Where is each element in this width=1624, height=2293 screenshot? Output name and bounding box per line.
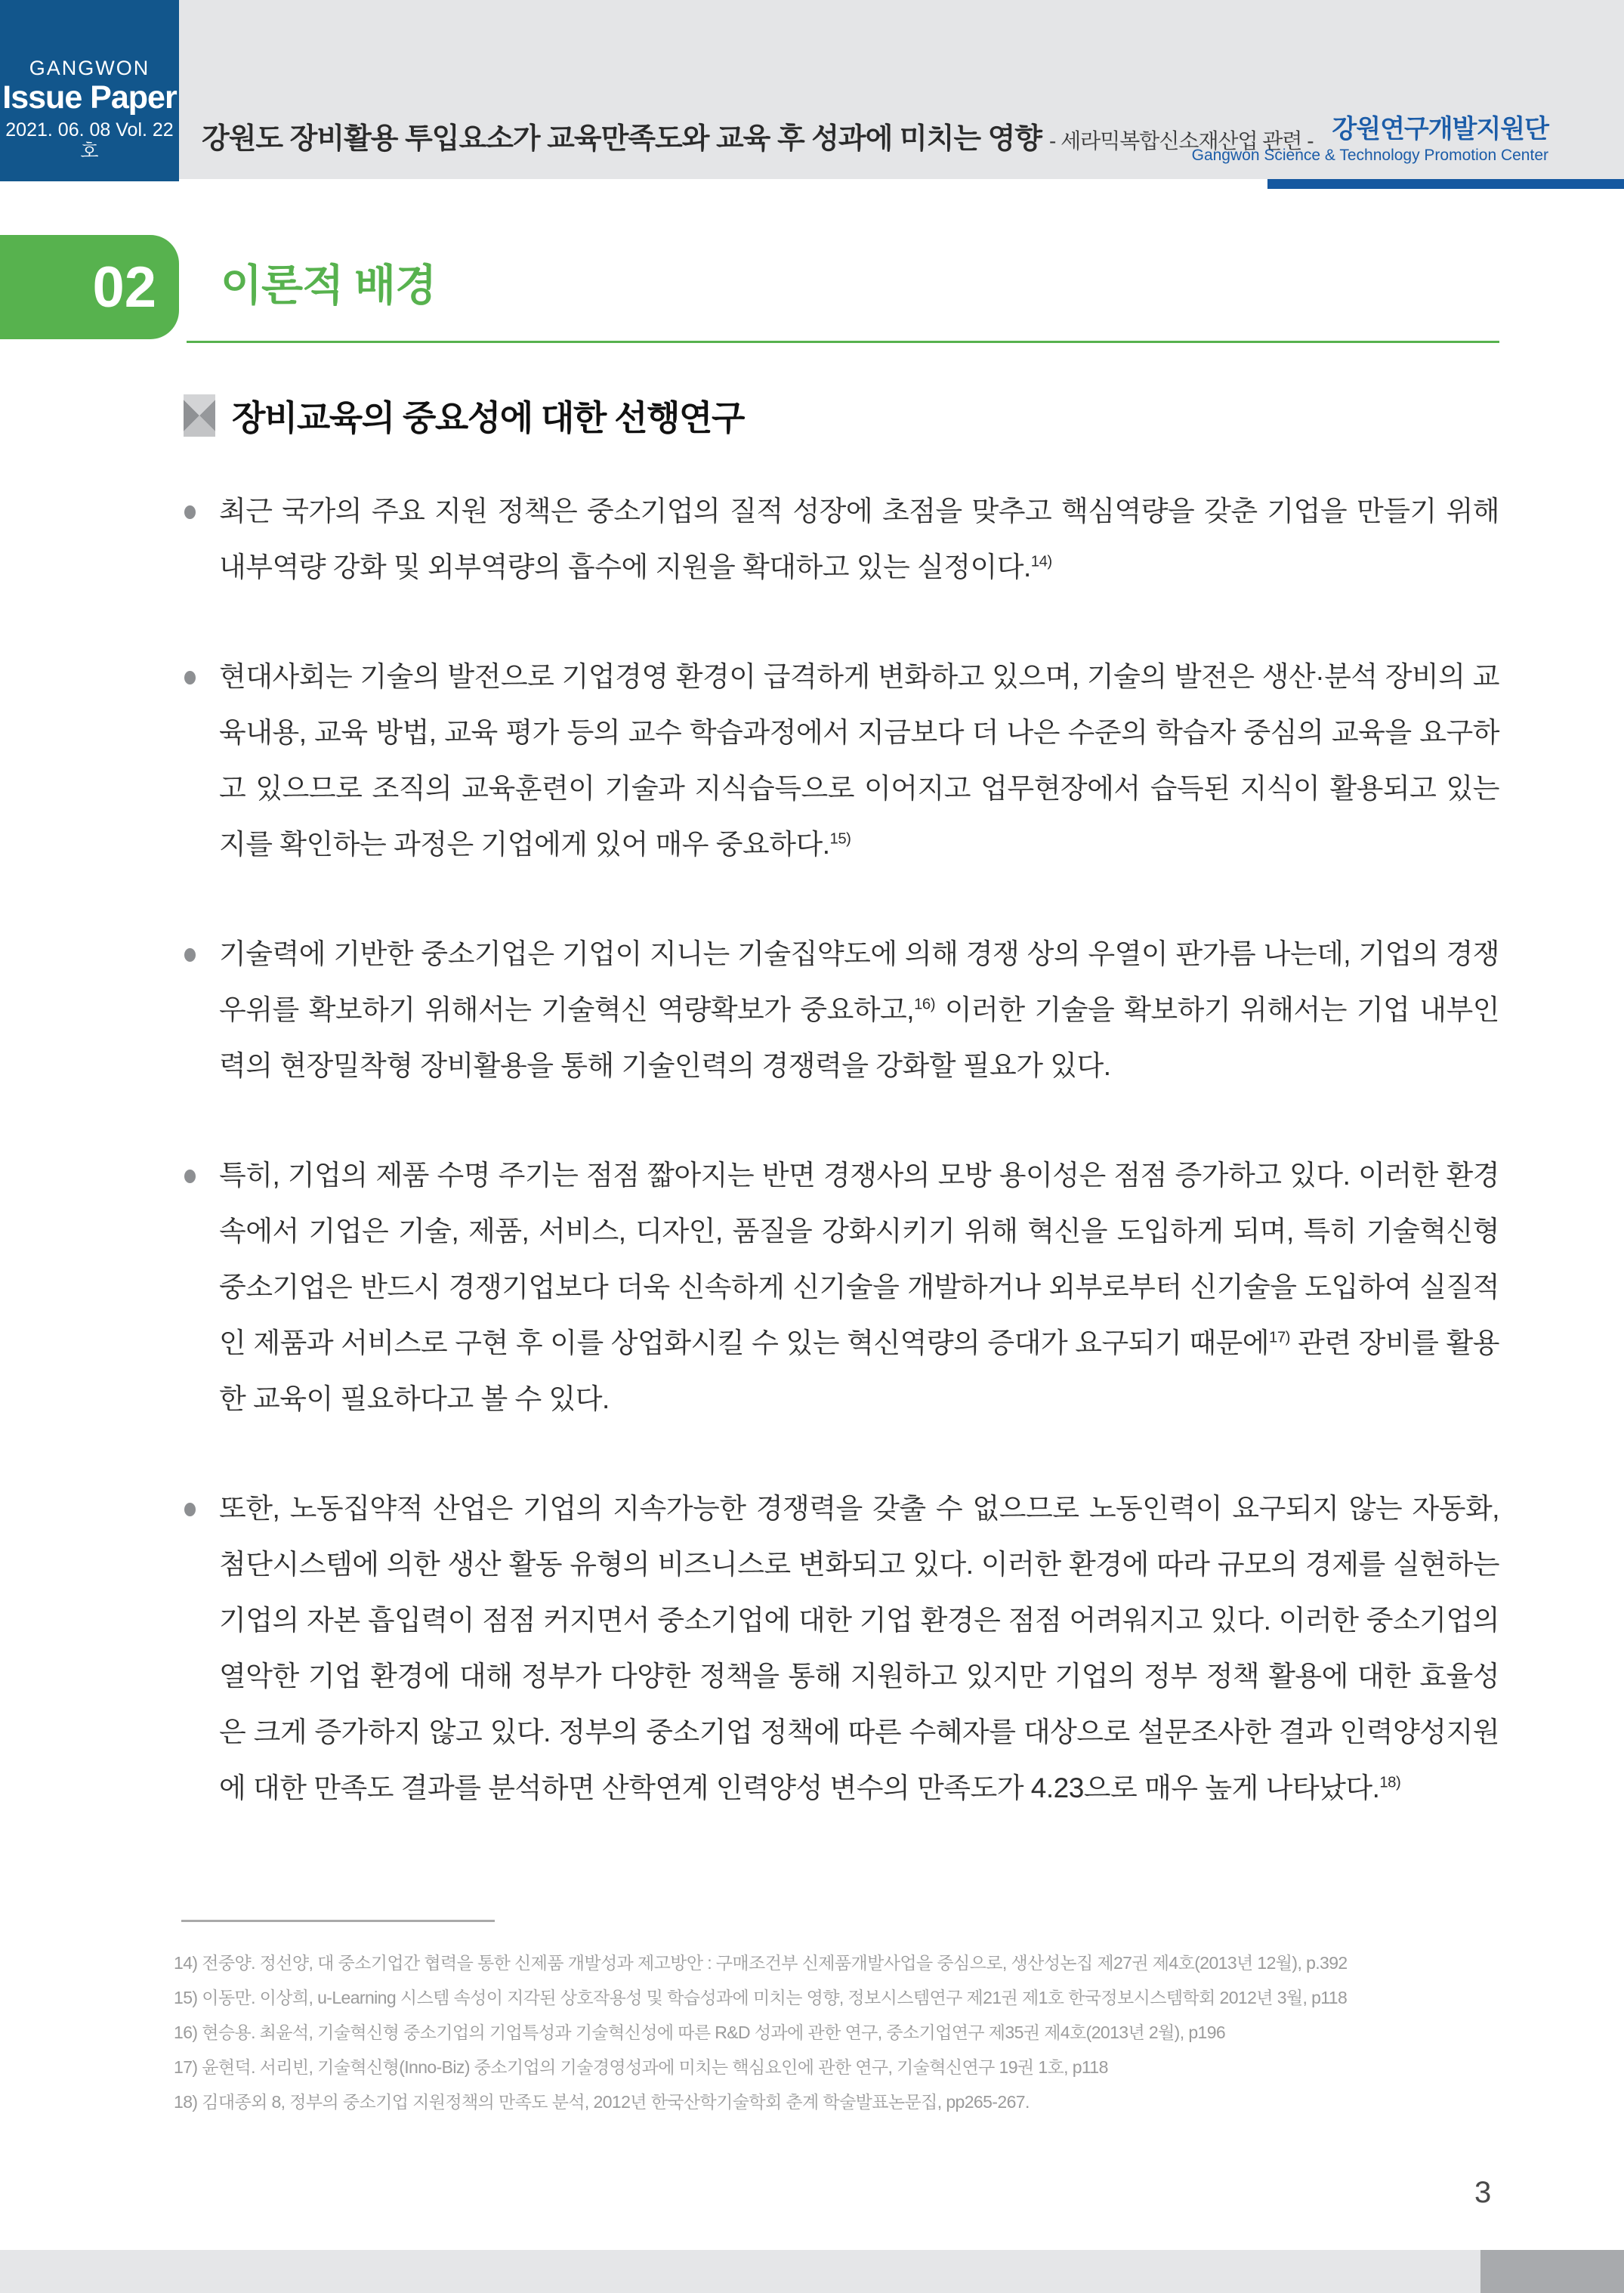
diamond-icon: [184, 394, 215, 437]
footnotes-block: [174, 1945, 1586, 2119]
bullet-paragraph: [219, 484, 1499, 595]
paragraph-text: 최근 국가의 주요 지원 정책은 중소기업의 질적 성장에 초점을 맞추고 핵심역량을 갖춘 기업을 만들기 위해 내부역량 강화 및 외부역량의 흡수에 지원을 확대하고 있는 실정이다.: [219, 496, 1499, 583]
org-name-block: [1192, 114, 1548, 167]
bullet-paragraph: [219, 926, 1499, 1094]
section-number-box: [0, 235, 179, 339]
doc-subtitle: - 세라믹복합신소재산업 관련 -: [1049, 129, 1314, 153]
footnote-ref: 17): [1269, 1329, 1290, 1346]
footnote-rule: [181, 1920, 495, 1922]
footnote-line: 17) 윤현덕. 서리빈, 기술혁신형(Inno-Biz) 중소기업의 기술경영성과에 미치는 핵심요인에 관한 연구, 기술혁신연구 19권 1호, p118: [174, 2057, 1108, 2077]
body-content: [219, 484, 1499, 1816]
footnote-ref: 16): [914, 996, 935, 1013]
bullet-paragraph: [219, 1481, 1499, 1816]
section-number: 02: [92, 255, 156, 320]
brand-issue-label: 2021. 06. 08 Vol. 22호: [5, 119, 174, 162]
org-name-en: Gangwon Science & Technology Promotion Center: [1191, 147, 1548, 164]
bullet-paragraph: [219, 1148, 1499, 1427]
footnote-ref: 18): [1379, 1774, 1401, 1791]
paragraph-text: 이러한 기술을 확보하기 위해서는 기업 내부인력의 현장밀착형 장비활용을 통해 기술인력의 경쟁력을 강화할 필요가 있다.: [219, 994, 1499, 1081]
doc-title-wrap: [202, 115, 1314, 156]
footnote-line: 18) 김대종외 8, 정부의 중소기업 지원정책의 만족도 분석, 2012년 한국산학기술학회 춘계 학술발표논문집, pp265-267.: [174, 2092, 1030, 2112]
footnote-ref: 15): [829, 830, 851, 848]
brand-main-label: Issue Paper: [2, 79, 177, 116]
brand-top-label: GANGWON: [29, 57, 150, 79]
paragraph-text: 또한, 노동집약적 산업은 기업의 지속가능한 경쟁력을 갖출 수 없으므로 노동인력이 요구되지 않는 자동화, 첨단시스템에 의한 생산 활동 유형의 비즈니스로 변화되고 있다. 이러한 환경에 따라 규모의 경제를 실현하는 기업의 자본 흡입력이 점점 커지면서 중소기업에 대한 기업 환경은 점점 어려워지고 있다. 이러한 중소기업의 열악한 기업 환경에 대해 정부가 다양한 정책을 통해 지원하고 있지만 기업의 정부 정책 활용에 대한 효율성은 크게 증가하지 않고 있다. 정부의 중소기업 정책에 따른 수혜자를 대상으로 설문조사한 결과 인력양성지원에 대한 만족도 결과를 분석하면 산학연계 인력양성 변수의 만족도가 4.23으로 매우 높게 나타났다.: [219, 1493, 1500, 1803]
section-rule: [187, 341, 1499, 343]
bullet-icon: [184, 1170, 196, 1183]
footnote-line: 16) 현승용. 최윤석, 기술혁신형 중소기업의 기업특성과 기술혁신성에 따른 R&D 성과에 관한 연구, 중소기업연구 제35권 제4호(2013년 2월), p196: [174, 2023, 1226, 2042]
footer-accent-block: [1480, 2250, 1624, 2293]
org-underline-bar: [1267, 179, 1624, 189]
bullet-icon: [184, 505, 196, 519]
bullet-icon: [184, 1503, 196, 1516]
footnote-line: 15) 이동만. 이상희, u-Learning 시스템 속성이 지각된 상호작용성 및 학습성과에 미치는 영향, 정보시스템연구 제21권 제1호 한국정보시스템학회 2012년 3월, p118: [174, 1988, 1348, 2007]
page-number: 3: [1474, 2176, 1492, 2209]
footnote-line: 14) 전중양. 정선양, 대 중소기업간 협력을 통한 신제품 개발성과 제고방안 : 구매조건부 신제품개발사업을 중심으로, 생산성논집 제27권 제4호(2013년 12월), p.392: [174, 1953, 1348, 1973]
org-name-ko: 강원연구개발지원단: [1332, 115, 1548, 144]
paragraph-text: 특히, 기업의 제품 수명 주기는 점점 짧아지는 반면 경쟁사의 모방 용이성은 점점 증가하고 있다. 이러한 환경속에서 기업은 기술, 제품, 서비스, 디자인, 품질을 강화시키기 위해 혁신을 도입하게 되며, 특히 기술혁신형 중소기업은 반드시 경쟁기업보다 더욱 신속하게 신기술을 개발하거나 외부로부터 신기술을 도입하여 실질적인 제품과 서비스로 구현 후 이를 상업화시킬 수 있는 혁신역량의 증대가 요구되기 때문에: [219, 1160, 1499, 1358]
paragraph-text: 현대사회는 기술의 발전으로 기업경영 환경이 급격하게 변화하고 있으며, 기술의 발전은 생산·분석 장비의 교육내용, 교육 방법, 교육 평가 등의 교수 학습과정에서 지금보다 더 나은 수준의 학습자 중심의 교육을 요구하고 있으므로 조직의 교육훈련이 기술과 지식습득으로 이어지고 업무현장에서 습득된 지식이 활용되고 있는 지를 확인하는 과정은 기업에게 있어 매우 중요하다.: [219, 661, 1499, 860]
doc-title: 강원도 장비활용 투입요소가 교육만족도와 교육 후 성과에 미치는 영향: [202, 123, 1042, 155]
section-title: 이론적 배경: [221, 261, 437, 310]
footer-bar: [0, 2250, 1624, 2293]
subsection-title: 장비교육의 중요성에 대한 선행연구: [232, 398, 744, 437]
paragraph-text: 관련 장비를 활용한 교육이 필요하다고 볼 수 있다.: [219, 1327, 1499, 1414]
brand-box: [0, 0, 179, 181]
footnote-ref: 14): [1030, 553, 1052, 570]
bullet-icon: [184, 671, 196, 685]
subsection-heading: [184, 391, 744, 440]
paragraph-text: 기술력에 기반한 중소기업은 기업이 지니는 기술집약도에 의해 경쟁 상의 우열이 판가름 나는데, 기업의 경쟁우위를 확보하기 위해서는 기술혁신 역량확보가 중요하고,: [219, 938, 1500, 1025]
bullet-paragraph: [219, 649, 1499, 873]
bullet-icon: [184, 948, 196, 962]
masthead: [0, 0, 1624, 179]
